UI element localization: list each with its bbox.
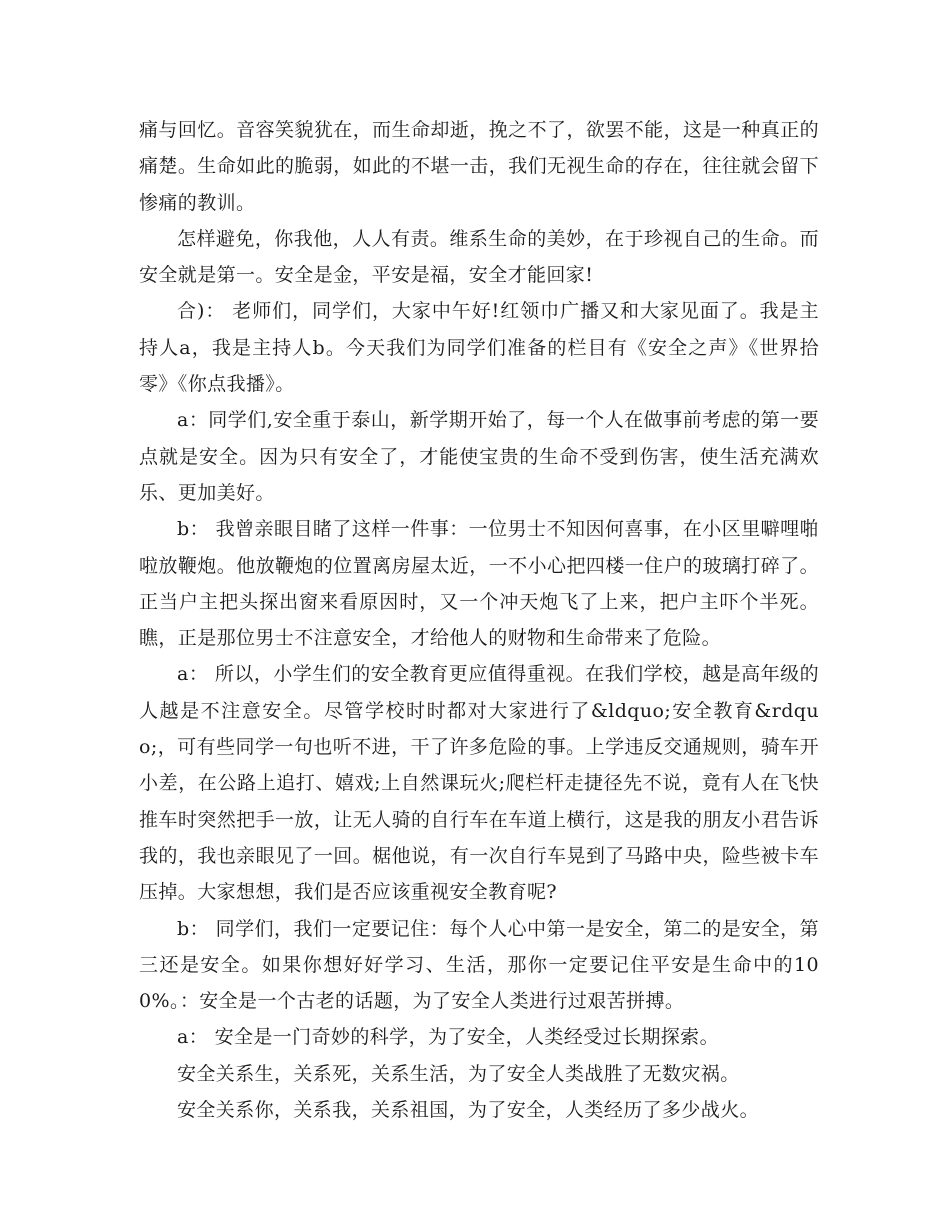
paragraph-4: a：同学们,安全重于泰山，新学期开始了，每一个人在做事前考虑的第一要点就是安全。因为只有安全了，才能使宝贵的生命不受到伤害，使生活充满欢乐、更加美好。 — [139, 409, 819, 504]
paragraph-6: a： 所以，小学生们的安全教育更应值得重视。在我们学校，越是高年级的人越是不注意安全。尽管学校时时都对大家进行了&ldquo;安全教育&rdquo;，可有些同学一句也听不进，干了许多危险的事。上学违反交通规则，骑车开小差，在公路上追打、嬉戏;上自然课玩火;爬栏杆走捷径先不说，竟有人在飞快推车时突然把手一放，让无人骑的自行车在车道上横行，这是我的朋友小君告诉我的，我也亲眼见了一回。椐他说，有一次自行车晃到了马路中央，险些被卡车压掉。大家想想，我们是否应该重视安全教育呢? — [139, 663, 819, 904]
paragraph-2: 怎样避免，你我他，人人有责。维系生命的美妙，在于珍视自己的生命。而安全就是第一。安全是金，平安是福，安全才能回家! — [139, 227, 819, 287]
paragraph-3: 合)： 老师们，同学们，大家中午好!红领巾广播又和大家见面了。我是主持人a，我是主持人b。今天我们为同学们准备的栏目有《安全之声》《世界拾零》《你点我播》。 — [139, 300, 819, 396]
paragraph-5: b： 我曾亲眼目睹了这样一件事：一位男士不知因何喜事，在小区里噼哩啪啦放鞭炮。他放鞭炮的位置离房屋太近，一不小心把四楼一住户的玻璃打碎了。正当户主把头探出窗来看原因时，又一个冲天炮飞了上来，把户主吓个半死。瞧，正是那位男士不注意安全，才给他人的财物和生命带来了危险。 — [139, 518, 819, 650]
paragraph-9: 安全关系生，关系死，关系生活，为了安全人类战胜了无数灾祸。 — [177, 1062, 740, 1085]
paragraph-7: b： 同学们，我们一定要记住：每个人心中第一是安全，第二的是安全，第三还是安全。如果你想好好学习、生活，那你一定要记住平安是生命中的100%。：安全是一个古老的话题，为了安全人类进行过艰苦拼搏。 — [139, 917, 819, 1013]
paragraph-1: 痛与回忆。音容笑貌犹在，而生命却逝，挽之不了，欲罢不能，这是一种真正的痛楚。生命如此的脆弱，如此的不堪一击，我们无视生命的存在，往往就会留下惨痛的教训。 — [139, 119, 819, 214]
paragraph-10: 安全关系你，关系我，关系祖国，为了安全，人类经历了多少战火。 — [177, 1099, 760, 1122]
document-body — [139, 112, 819, 1128]
paragraph-8: a： 安全是一门奇妙的科学，为了安全，人类经受过长期探索。 — [177, 1026, 719, 1049]
